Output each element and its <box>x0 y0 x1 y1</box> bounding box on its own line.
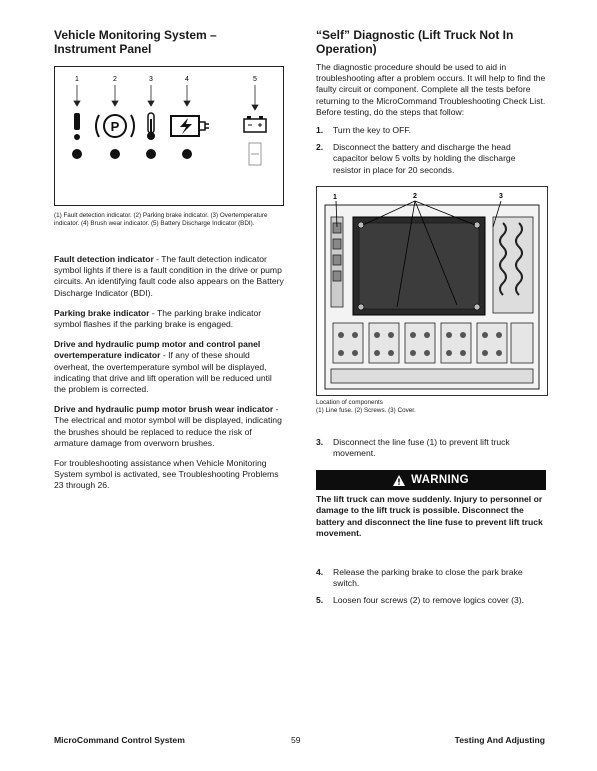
step-item: 1. Turn the key to OFF. <box>316 125 412 136</box>
battery-icon <box>244 116 266 132</box>
paragraph-parking-brake: Parking brake indicator - The parking brake indicator symbol flashes if the parking brake is engaged. <box>54 307 262 330</box>
page-footer <box>54 735 545 747</box>
instrument-panel-drawing <box>55 67 285 207</box>
component-caption: (1) Line fuse. (2) Screws. (3) Cover. <box>316 406 416 414</box>
paragraph-overtemperature: Drive and hydraulic pump motor and control panel overtemperature indicator - If any of these should overheat, the overtemperature symbol will be displayed, indicating that drive and lift operation will be reduced until the problem is corrected. <box>54 339 272 395</box>
figure-callout-2: 2 <box>413 192 417 200</box>
left-column <box>54 28 286 501</box>
right-column <box>316 28 546 607</box>
steps-list-b <box>316 437 546 459</box>
svg-text:P: P <box>110 119 120 134</box>
brush-wear-motor-icon <box>171 116 209 136</box>
diagnostic-intro: The diagnostic procedure should be used to aid in troubleshooting after a problem occurs. It will help to find the faulty circuit or component. Complete all the tests before returning to the MicroCommand Troubleshooting Check List. Before testing, do the steps that follow: <box>316 62 546 117</box>
warning-triangle-icon <box>393 475 405 486</box>
component-caption-title: Location of components <box>316 398 383 406</box>
footer-manual-title: MicroCommand Control System <box>54 735 185 745</box>
step-item: 2. Disconnect the battery and discharge the head capacitor below 5 volts by holding the discharge resistor in place for 20 seconds. <box>316 142 516 175</box>
warning-banner <box>316 470 546 490</box>
callout-5: 5 <box>253 76 257 83</box>
indicator-lamps <box>72 149 192 159</box>
bdi-display-icon <box>249 143 261 165</box>
instrument-panel-caption: (1) Fault detection indicator. (2) Parking brake indicator. (3) Overtemperature indicator. (4) Brush wear indicator. (5) Battery Discharge Indicator (BDI). <box>54 212 268 227</box>
section-title-self-diagnostic: “Self” Diagnostic (Lift Truck Not In Operation) <box>316 28 514 56</box>
fault-exclamation-icon <box>74 113 80 140</box>
step-item: 5. Loosen four screws (2) to remove logics cover (3). <box>316 595 525 606</box>
step-item: 3. Disconnect the line fuse (1) to prevent lift truck movement. <box>316 436 510 459</box>
callout-3: 3 <box>149 76 153 83</box>
callout-4: 4 <box>185 76 189 83</box>
figure-callout-3: 3 <box>499 192 503 200</box>
figure-callout-1: 1 <box>333 193 337 201</box>
warning-label: WARNING <box>411 474 469 487</box>
callout-1: 1 <box>75 76 79 83</box>
parking-brake-icon <box>96 115 134 137</box>
callout-2: 2 <box>113 76 117 83</box>
paragraph-fault-detection: Fault detection indicator - The fault detection indicator symbol lights if there is a fault condition in the drive or pump circuits. An identifying fault code also appears on the Battery Discharge Indicator (BDI). <box>54 254 284 298</box>
footer-section-title: Testing And Adjusting <box>454 735 545 745</box>
paragraph-troubleshooting-reference: For troubleshooting assistance when Vehicle Monitoring System symbol is activated, see Troubleshooting Problems 23 through 26. <box>54 458 279 491</box>
component-location-figure <box>316 186 548 396</box>
instrument-panel-figure <box>54 66 284 206</box>
section-title-instrument-panel: Vehicle Monitoring System – Instrument Panel <box>54 28 217 56</box>
warning-text: The lift truck can move suddenly. Injury to personnel or damage to the lift truck is possible. Disconnect the battery and disconnect the line fuse to prevent lift truck movement. <box>316 494 543 538</box>
paragraph-brush-wear: Drive and hydraulic pump motor brush wear indicator - The electrical and motor symbol will be displayed, indicating the brushes should be replaced to reduce the risk of armature damage from overworn brushes. <box>54 404 282 448</box>
steps-list-c <box>316 567 546 607</box>
thermometer-icon <box>147 113 155 140</box>
steps-list-a <box>316 125 546 176</box>
control-panel-drawing <box>317 187 549 397</box>
step-item: 4. Release the parking brake to close the park brake switch. <box>316 567 523 589</box>
page-number: 59 <box>291 735 301 745</box>
